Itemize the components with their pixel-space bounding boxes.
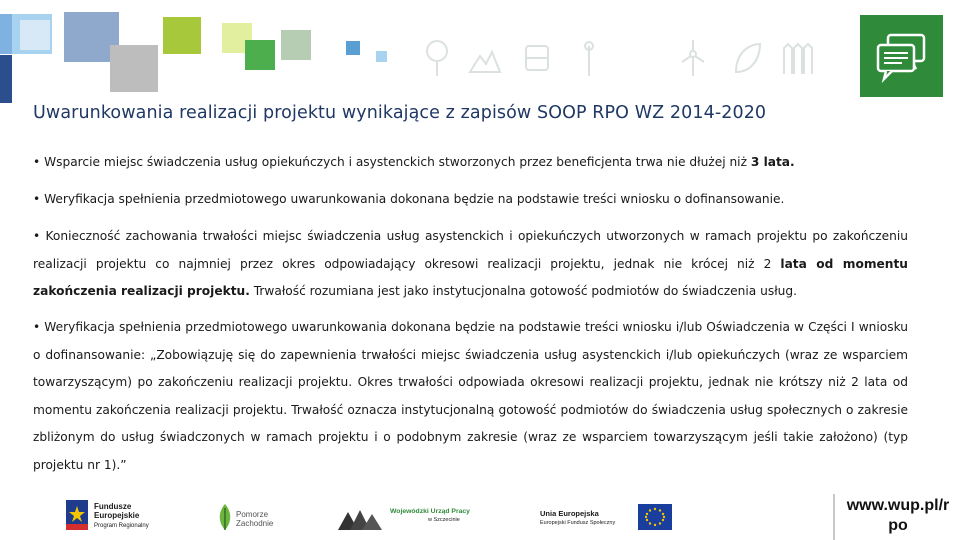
bullet-3-text: • Konieczność zachowania trwałości miejsc świadczenia usług asystenckich i opiekuńczych utworzonych w ramach projektu po zakończeniu realizacji projektu co najmniej przez okres odpowiadający okresowi realizacji projektu, jednak nie krócej niż 2 [33,229,908,271]
logo-wup [336,498,486,534]
fe-star-icon [64,498,90,532]
bullet-2 [33,186,908,214]
decor-square-1 [0,14,12,54]
decor-square-9 [245,40,275,70]
chat-box [860,15,943,97]
tram-icon [520,38,554,78]
tree-icon [420,38,454,78]
decor-square-4 [20,20,50,50]
decor-square-10 [281,30,311,60]
website-url[interactable]: www.wup.pl/r po [846,497,950,534]
decor-square-2 [0,55,12,103]
logo1-line3: Program Regionalny [94,523,149,529]
bullet-4-text: • Weryfikacja spełnienia przedmiotowego uwarunkowania dokonana będzie na podstawie treści wniosku i/lub Oświadczenia w Części I wniosku o dofinansowanie: „Zobowiązuję się do zapewnienia trwałości miejsc świadczenia usług asystenckich i/lub opiekuńczych (wraz ze wsparciem towarzyszącym) po zakończeniu realizacji projektu. Okres trwałości odpowiada okresowi realizacji projektu, jednak nie krótszy niż 2 lata od momentu zakończenia realizacji projektu. Trwałość oznacza instytucjonalną gotowość podmiotów do świadczenia usług społecznych o zakresie zbliżonym do usług świadczonych w ramach projektu i o podobnym zakresie (wraz ze wsparciem towarzyszącym jeśli takie założono) (typ projektu nr 1).” [33,320,908,472]
decor-square-6 [110,45,158,92]
logo1-line1: Fundusze [94,502,132,511]
page-title: Uwarunkowania realizacji projektu wynikające z zapisów SOOP RPO WZ 2014-2020 [33,103,767,123]
bullet-4 [33,314,908,479]
logo-unia-europejska [540,498,680,534]
bullet-2-text: • Weryfikacja spełnienia przedmiotowego uwarunkowania dokonana będzie na podstawie treści wniosku o dofinansowanie. [33,192,785,206]
bullet-3 [33,223,908,306]
wup-blocks-icon [336,502,388,534]
logo1-line2: Europejskie [94,511,140,520]
eu-flag-icon [638,504,672,530]
lamp-icon [572,38,606,78]
decor-square-11 [346,41,360,55]
pomorze-leaf-icon [216,502,234,532]
bullet-1-text: • Wsparcie miejsc świadczenia usług opiekuńczych i asystenckich stworzonych przez beneficjenta trwa nie dłużej niż [33,155,751,169]
decor-square-12 [376,51,387,62]
logo4-line1: Unia Europejska [540,509,599,518]
wind-turbine-icon [676,38,710,78]
footer-logos [0,490,960,540]
fence-icon [780,38,814,78]
logo2-line1: Pomorze [236,510,269,519]
leaf-icon [730,38,764,78]
logo4-line2: Europejski Fundusz Społeczny [540,520,616,526]
logo2-line2: Zachodnie [236,519,274,528]
bullet-1-bold: 3 lata. [750,155,795,169]
bullet-1 [33,149,908,177]
logo-pomorze-zachodnie [214,498,284,534]
landscape-icon [468,38,502,78]
logo3-line2: w Szczecinie [428,517,460,523]
chat-bubbles-icon [860,15,943,97]
decor-square-7 [163,17,201,54]
logo3-line1: Wojewódzki Urząd Pracy [390,508,470,515]
logo-fundusze-europejskie [64,498,164,534]
bullet-3-tail: Trwałość rozumiana jest jako instytucjonalna gotowość podmiotów do świadczenia usług. [249,284,798,298]
bullet-3-bold: lata od momentu zakończenia realizacji projektu. [33,256,908,298]
